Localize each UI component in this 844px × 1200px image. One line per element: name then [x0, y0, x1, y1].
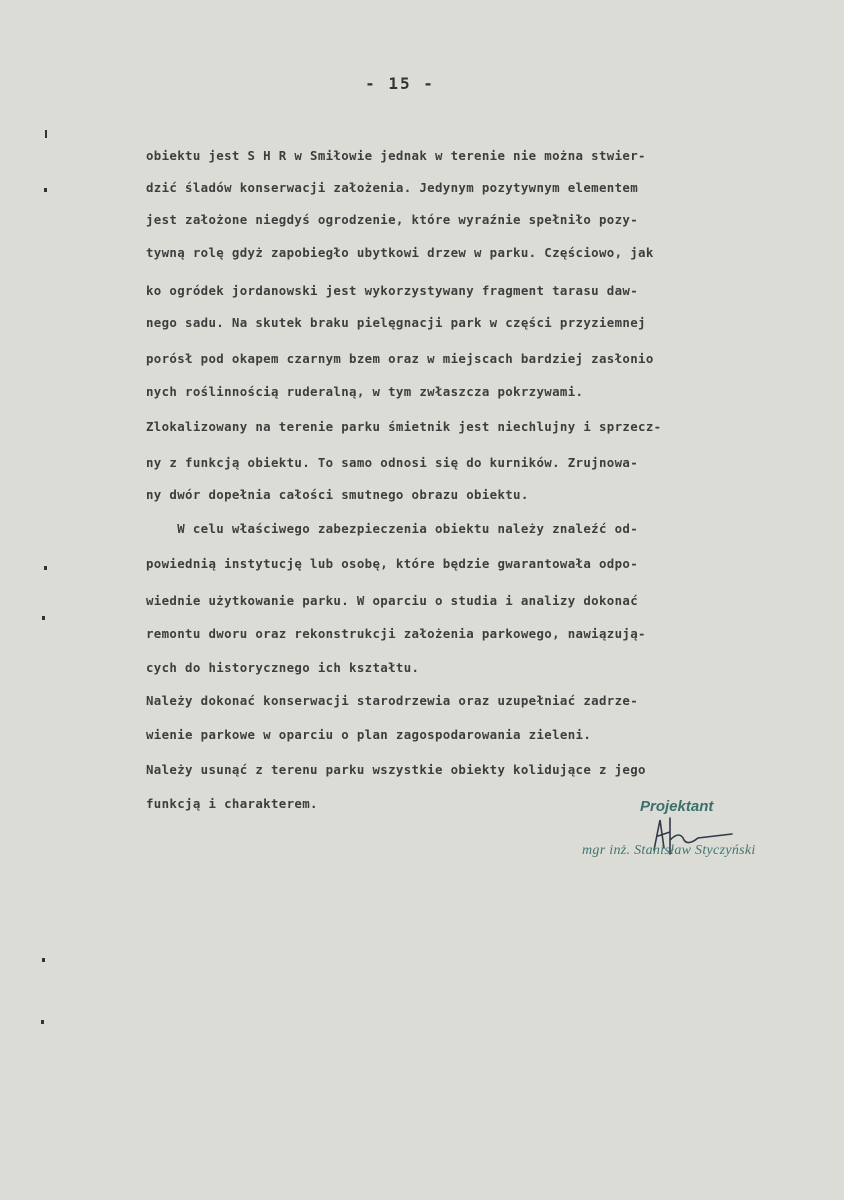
text-line: wiednie użytkowanie parku. W oparciu o studia i analizy dokonać — [146, 593, 639, 608]
text-line: powiednią instytucję lub osobę, które będzie gwarantowała odpo- — [146, 556, 639, 571]
text-line: dzić śladów konserwacji założenia. Jedynym pozytywnym elementem — [146, 180, 639, 195]
punch-mark — [44, 188, 47, 192]
text-line: Zlokalizowany na terenie parku śmietnik jest niechlujny i sprzecz- — [146, 419, 662, 434]
text-line: wienie parkowe w oparciu o plan zagospodarowania zieleni. — [146, 727, 592, 742]
text-line: porósł pod okapem czarnym bzem oraz w miejscach bardziej zasłonio — [146, 351, 654, 366]
text-line: cych do historycznego ich kształtu. — [146, 660, 420, 675]
text-line: funkcją i charakterem. — [146, 796, 318, 811]
punch-mark — [45, 130, 47, 138]
stamp-title: Projektant — [640, 798, 714, 815]
punch-mark — [42, 616, 45, 620]
punch-mark — [41, 1020, 44, 1024]
page-number: - 15 - — [365, 74, 435, 93]
text-line: ko ogródek jordanowski jest wykorzystywany fragment tarasu daw- — [146, 283, 639, 298]
text-line: Należy dokonać konserwacji starodrzewia oraz uzupełniać zadrze- — [146, 693, 639, 708]
text-line: Należy usunąć z terenu parku wszystkie obiekty kolidujące z jego — [146, 762, 646, 777]
text-line: W celu właściwego zabezpieczenia obiektu należy znaleźć od- — [146, 521, 639, 536]
punch-mark — [44, 566, 47, 570]
punch-mark — [42, 958, 45, 962]
text-line: nego sadu. Na skutek braku pielęgnacji park w części przyziemnej — [146, 315, 646, 330]
text-line: ny z funkcją obiektu. To samo odnosi się do kurników. Zrujnowa- — [146, 455, 639, 470]
text-line: jest założone niegdyś ogrodzenie, które wyraźnie spełniło pozy- — [146, 212, 639, 227]
text-line: nych roślinnością ruderalną, w tym zwłaszcza pokrzywami. — [146, 384, 584, 399]
text-line: obiektu jest S H R w Smiłowie jednak w terenie nie można stwier- — [146, 148, 646, 163]
text-line: tywną rolę gdyż zapobiegło ubytkowi drzew w parku. Częściowo, jak — [146, 245, 654, 260]
text-line: ny dwór dopełnia całości smutnego obrazu obiektu. — [146, 487, 529, 502]
text-line: remontu dworu oraz rekonstrukcji założenia parkowego, nawiązują- — [146, 626, 646, 641]
stamp-name: mgr inż. Stanisław Styczyński — [582, 843, 756, 858]
